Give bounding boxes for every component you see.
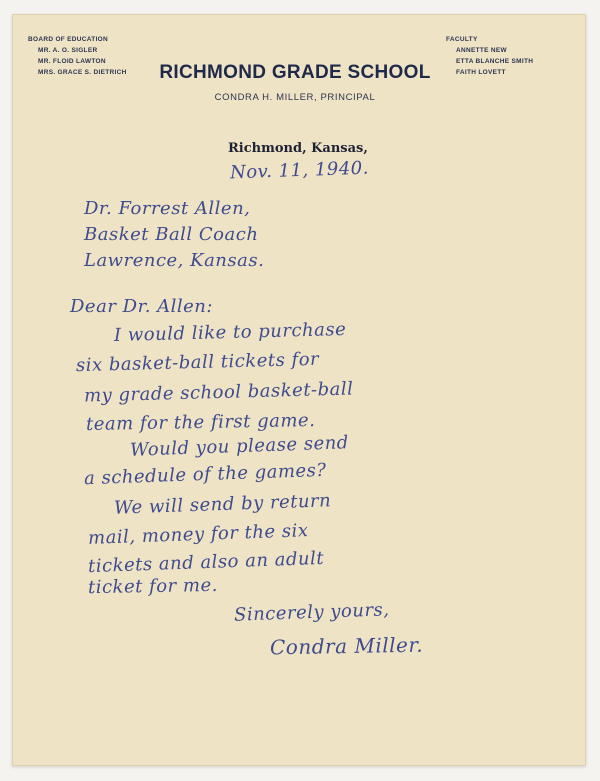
board-member: MR. FLOID LAWTON [38,58,106,65]
recipient-address [84,196,264,274]
body-line: team for the first game. [85,410,316,435]
faculty-title: FACULTY [446,36,478,43]
board-title: BOARD OF EDUCATION [28,36,109,43]
recipient-line: Basket Ball Coach [84,224,259,245]
principal-name: CONDRA H. MILLER, PRINCIPAL [214,92,376,103]
board-of-education [28,34,127,78]
letter-place: Richmond, Kansas, [228,141,368,156]
school-name: RICHMOND GRADE SCHOOL [159,62,431,83]
body-line: I would like to purchase [113,318,347,347]
body-line: ticket for me. [87,574,219,599]
body-line: We will send by return [113,490,332,519]
body-line: tickets and also an adult [87,547,325,578]
body-line: my grade school basket-ball [83,378,354,407]
recipient-line: Dr. Forrest Allen, [84,198,251,219]
board-member: MR. A. O. SIGLER [38,47,98,54]
body-line: mail, money for the six [87,520,309,549]
recipient-line: Lawrence, Kansas. [84,250,265,271]
closing: Sincerely yours, [233,599,390,626]
salutation: Dear Dr. Allen: [70,296,213,317]
body-line: Would you please send [129,432,350,461]
signature: Condra Miller. [269,632,424,660]
faculty-member: ANNETTE NEW [456,47,507,54]
faculty-list [446,34,533,78]
body-line: six basket-ball tickets for [75,348,320,377]
faculty-member: ETTA BLANCHE SMITH [456,58,534,65]
letter-date: Nov. 11, 1940. [229,157,370,184]
board-member: MRS. GRACE S. DIETRICH [38,69,127,76]
body-line: a schedule of the games? [83,459,327,490]
faculty-member: FAITH LOVETT [456,69,506,76]
